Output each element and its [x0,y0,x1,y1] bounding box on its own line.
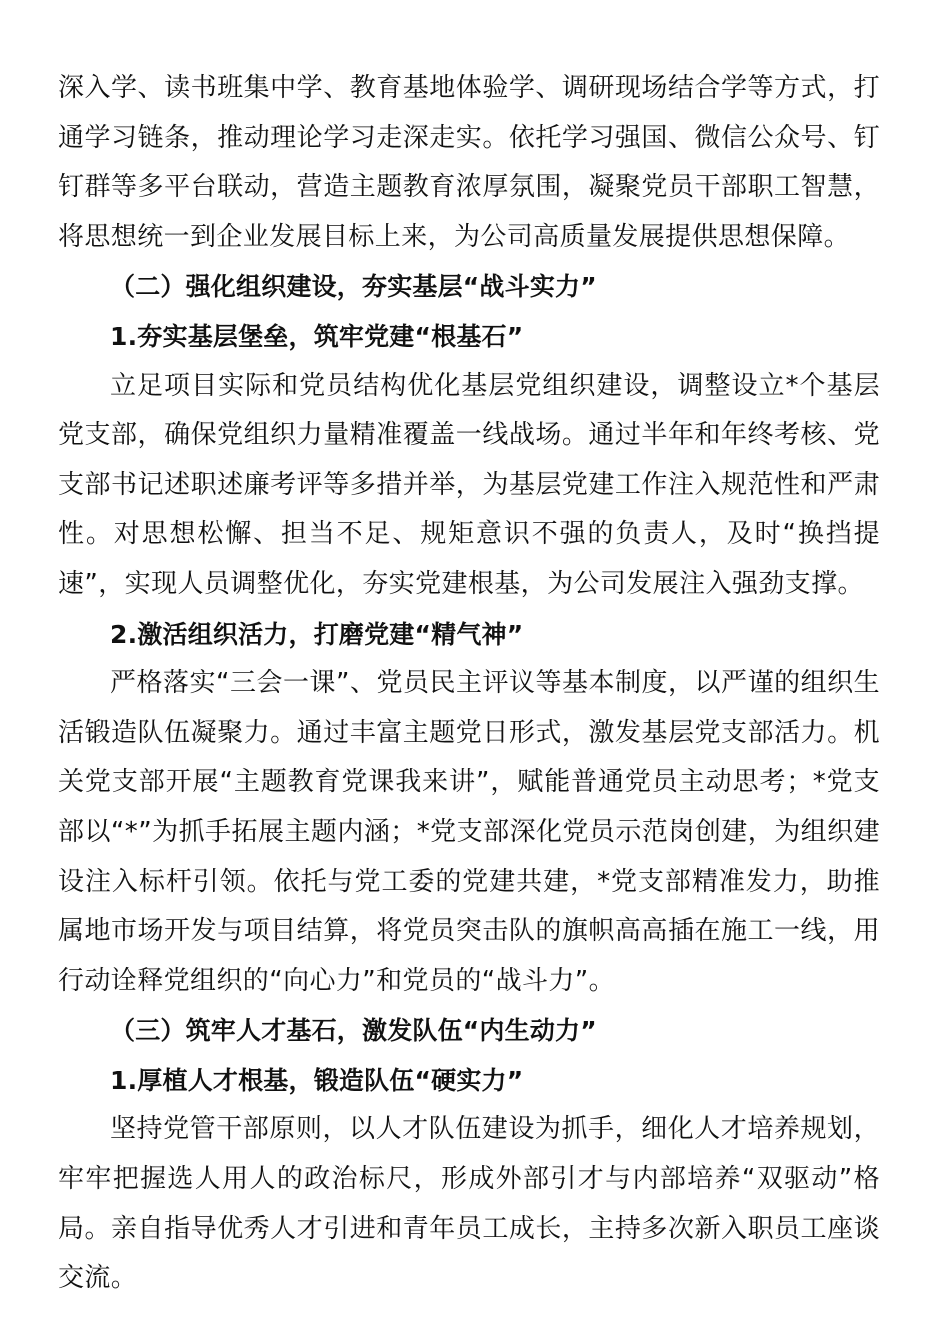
section-heading-talent: （三）筑牢人才基石，激发队伍“内生动力” [110,1016,597,1046]
paragraph-organization-vitality: 严格落实“三会一课”、党员民主评议等基本制度，以严谨的组织生活锻造队伍凝聚力。通过丰富主题党日形式，激发基层党支部活力。机关党支部开展“主题教育党课我来讲”，赋能普通党员主动思考；*党支部以“*”为抓手拓展主题内涵；*党支部深化党员示范岗创建，为组织建设注入标杆引领。依托与党工委的党建共建，*党支部精准发力，助推属地市场开发与项目结算，将党员突击队的旗帜高高插在施工一线，用行动诠释党组织的“向心力”和党员的“战斗力”。 [58,668,880,996]
subheading-grassroots-fortress: 1.夯实基层堡垒，筑牢党建“根基石” [110,321,524,351]
paragraph-grassroots-fortress: 立足项目实际和党员结构优化基层党组织建设，调整设立*个基层党支部，确保党组织力量精准覆盖一线战场。通过半年和年终考核、党支部书记述职述廉考评等多措并举，为基层党建工作注入规范性和严肃性。对思想松懈、担当不足、规矩意识不强的负责人，及时“换挡提速”，实现人员调整优化，夯实党建根基，为公司发展注入强劲支撑。 [58,370,880,599]
paragraph-talent-foundation: 坚持党管干部原则，以人才队伍建设为抓手，细化人才培养规划，牢牢把握选人用人的政治标尺，形成外部引才与内部培养“双驱动”格局。亲自指导优秀人才引进和青年员工成长，主持多次新入职员工座谈交流。 [58,1114,880,1294]
paragraph-study-methods: 深入学、读书班集中学、教育基地体验学、调研现场结合学等方式，打通学习链条，推动理论学习走深走实。依托学习强国、微信公众号、钉钉群等多平台联动，营造主题教育浓厚氛围，凝聚党员干部职工智慧，将思想统一到企业发展目标上来，为公司高质量发展提供思想保障。 [58,73,880,252]
subheading-talent-foundation: 1.厚植人才根基，锻造队伍“硬实力” [110,1065,524,1095]
document-page [58,64,880,1304]
section-heading-organization: （二）强化组织建设，夯实基层“战斗实力” [110,272,597,302]
subheading-organization-vitality: 2.激活组织活力，打磨党建“精气神” [110,619,524,649]
